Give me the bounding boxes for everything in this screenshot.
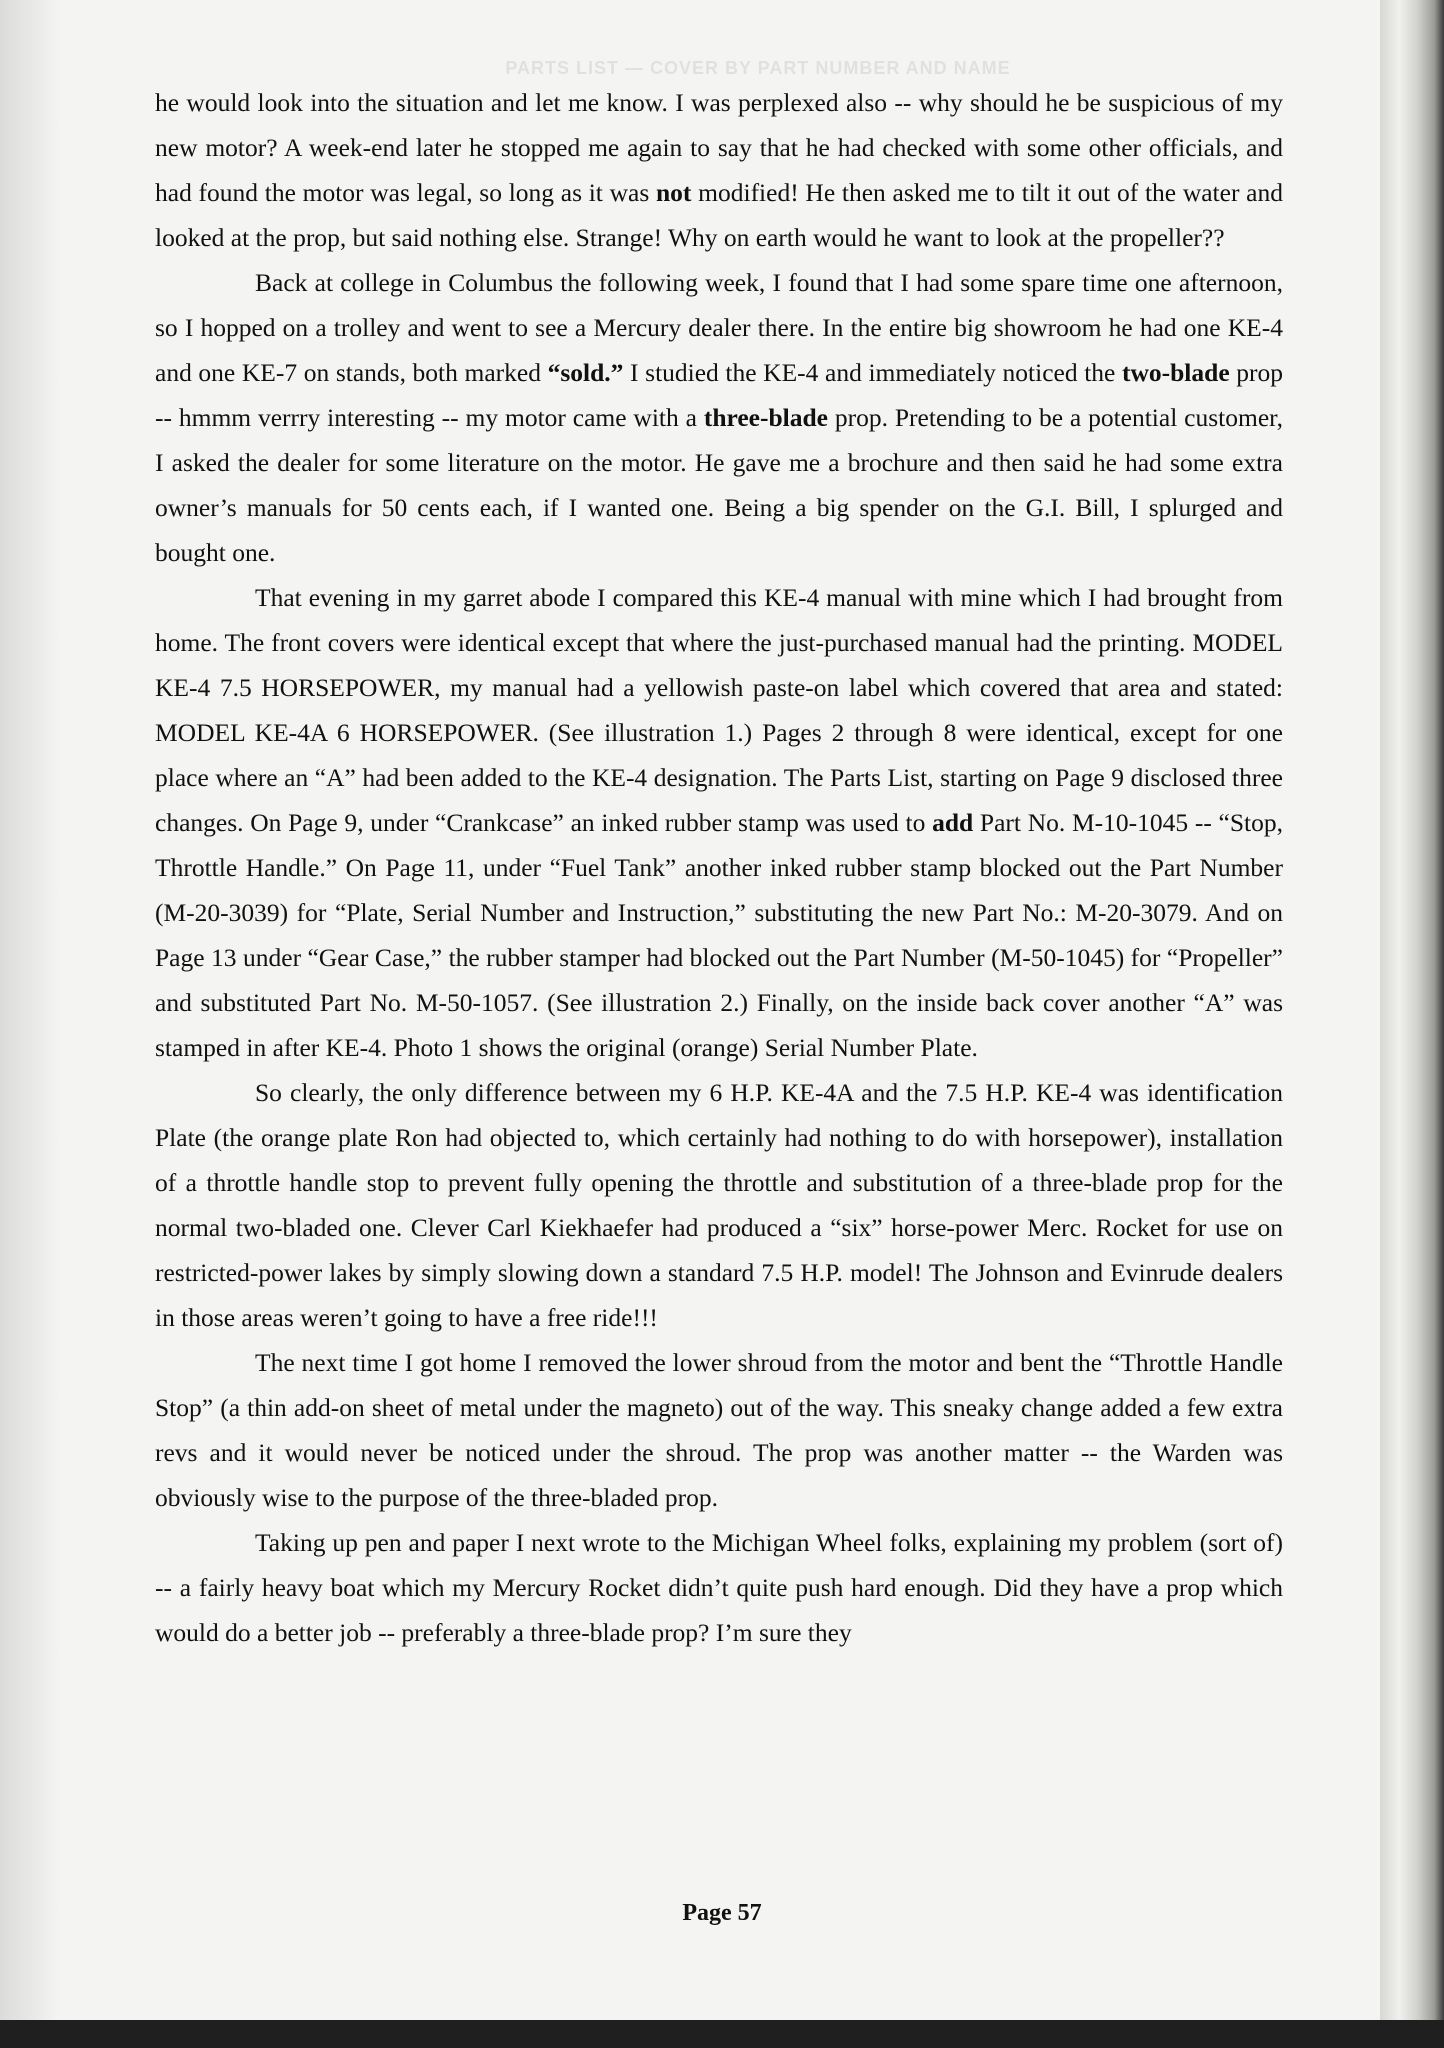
paragraph <box>155 575 1283 1070</box>
text-segment: prop. Pretending to be a potential customer, I asked the dealer for some literature on the motor. He gave me a brochure and then said he had some extra owner’s manuals for 50 cents each, if I wanted one. Being a big spender on the G.I. Bill, I splurged and bought one. <box>155 403 1283 567</box>
text-segment: Part No. M-10-1045 -- “Stop, Throttle Handle.” On Page 11, under “Fuel Tank” another inked rubber stamp blocked out the Part Number (M-20-3039) for “Plate, Serial Number and Instruction,” substituting the new Part No.: M-20-3079. And on Page 13 under “Gear Case,” the rubber stamper had blocked out the Part Number (M-50-1045) for “Propeller” and substituted Part No. M-50-1057. (See illustration 2.) Finally, on the inside back cover another “A” was stamped in after KE-4. Photo 1 shows the original (orange) Serial Number Plate. <box>155 808 1284 1062</box>
text-segment: So clearly, the only difference between my 6 H.P. KE-4A and the 7.5 H.P. KE-4 was identification Plate (the orange plate Ron had objected to, which certainly had nothing to do with horsepower), installation of a throttle handle stop to prevent fully opening the throttle and substitution of a three-blade prop for the normal two-bladed one. Clever Carl Kiekhaefer had produced a “six” horse-power Merc. Rocket for use on restricted-power lakes by simply slowing down a standard 7.5 H.P. model! The Johnson and Evinrude dealers in those areas weren’t going to have a free ride!!! <box>155 1078 1283 1332</box>
bold-text: add <box>932 808 974 837</box>
text-segment: prop -- hmmm verrry interesting -- my motor came with a <box>155 358 1283 432</box>
bold-text: three-blade <box>703 403 829 432</box>
bleed-through-header: PARTS LIST — COVER BY PART NUMBER AND NAME <box>505 58 1011 78</box>
text-segment: The next time I got home I removed the lower shroud from the motor and bent the “Throttle Handle Stop” (a thin add-on sheet of metal under the magneto) out of the way. This sneaky change added a few extra revs and it would never be noticed under the shroud. The prop was another matter -- the Warden was obviously wise to the purpose of the three-bladed prop. <box>155 1348 1283 1512</box>
book-page-edge <box>1380 0 1444 2048</box>
text-segment: I studied the KE-4 and immediately noticed the <box>623 358 1122 387</box>
text-segment: That evening in my garret abode I compared this KE-4 manual with mine which I had brought from home. The front covers were identical except that where the just-purchased manual had the printing. MODEL KE-4 7.5 HORSEPOWER, my manual had a yellowish paste-on label which covered that area and stated: MODEL KE-4A 6 HORSEPOWER. (See illustration 1.) Pages 2 through 8 were identical, except for one place where an “A” had been added to the KE-4 designation. The Parts List, starting on Page 9 disclosed three changes. On Page 9, under “Crankcase” an inked rubber stamp was used to <box>155 583 1283 837</box>
body-text <box>155 80 1283 1655</box>
paragraph <box>155 260 1283 575</box>
text-segment: he would look into the situation and let me know. I was perplexed also -- why should he be suspicious of my new motor? A week-end later he stopped me again to say that he had checked with some other officials, and had found the motor was legal, so long as it was <box>155 88 1283 207</box>
paragraph <box>155 1520 1283 1655</box>
text-segment: Back at college in Columbus the following week, I found that I had some spare time one afternoon, so I hopped on a trolley and went to see a Mercury dealer there. In the entire big showroom he had one KE-4 and one KE-7 on stands, both marked <box>155 268 1283 387</box>
bold-text: “sold.” <box>547 358 624 387</box>
paragraph <box>155 1070 1283 1340</box>
text-segment: Taking up pen and paper I next wrote to the Michigan Wheel folks, explaining my problem (sort of) -- a fairly heavy boat which my Mercury Rocket didn’t quite push hard enough. Did they have a prop which would do a better job -- preferably a three-blade prop? I’m sure they <box>155 1528 1283 1647</box>
paragraph <box>155 1340 1283 1520</box>
bold-text: two-blade <box>1121 358 1230 387</box>
bold-text: not <box>655 178 692 207</box>
scan-border <box>0 2020 1444 2048</box>
page-number: Page 57 <box>682 1900 762 1926</box>
text-segment: modified! He then asked me to tilt it out of the water and looked at the prop, but said nothing else. Strange! Why on earth would he want to look at the propeller?? <box>155 178 1283 252</box>
paragraph <box>155 80 1283 260</box>
